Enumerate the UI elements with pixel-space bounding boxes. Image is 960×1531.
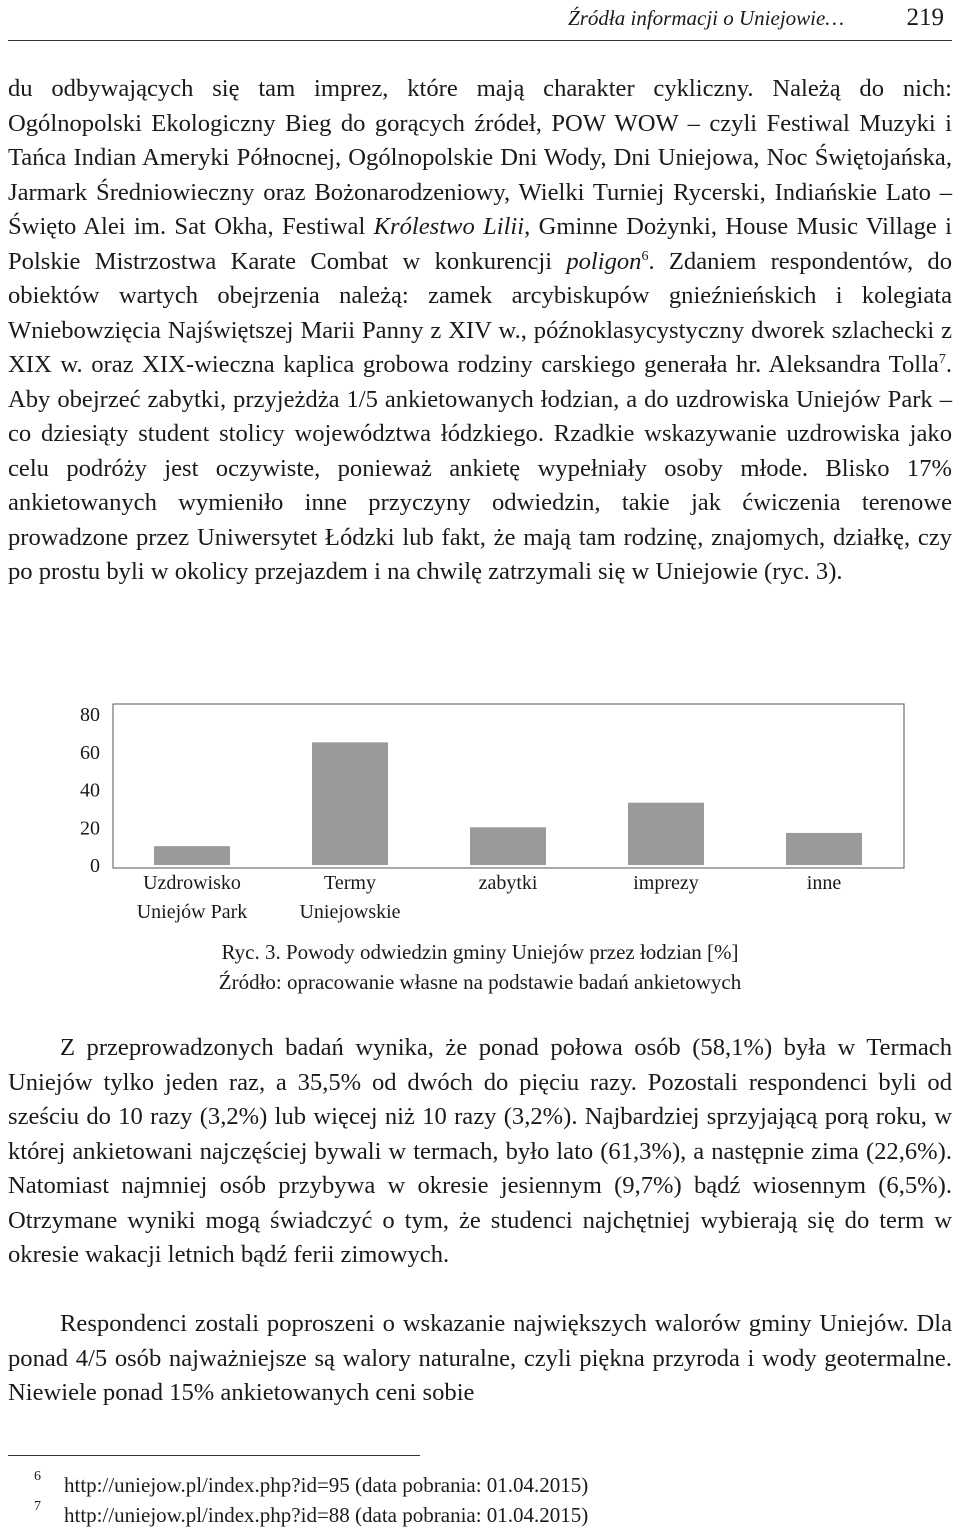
bar-5 — [786, 833, 862, 865]
body-paragraph-2 — [8, 1031, 952, 1273]
x-category-label: inne — [806, 872, 842, 894]
para-1-part-b: , Gminne Dożynki, House Music Village i Polskie Mistrzostwa Karate Combat w konkurencji — [8, 213, 952, 275]
footnote-6 — [36, 1471, 588, 1499]
y-tick-label: 40 — [80, 779, 100, 802]
figure-source: Źródło: opracowanie własne na podstawie badań ankietowych — [218, 970, 742, 994]
x-category-label: Uniejów Park — [136, 901, 248, 923]
bar-4 — [628, 803, 704, 865]
footnote-ref-7[interactable]: 7 — [938, 351, 946, 367]
para-1-part-d: . Aby obejrzeć zabytki, przyjeżdża 1/5 ankietowanych łodzian, a do uzdrowiska Uniejów Park – co dziesiąty student stolicy województwa łódzkiego. Rzadkie wskazywanie uzdrowiska jako celu podróży jest oczywiste, ponieważ ankietę wypełniały osoby młode. Blisko 17% ankietowanych wymieniło inne przyczyny odwiedzin, takie jak ćwiczenia terenowe prowadzone przez Uniwersytet Łódzki lub fakt, że mają tam rodzinę, znajomych, działkę, czy po prostu byli w okolicy przejazdem i na chwilę zatrzymali się w Uniejowie (ryc. 3). — [8, 351, 952, 585]
x-category-label: Uzdrowisko — [143, 872, 241, 894]
y-tick-label: 80 — [80, 704, 100, 726]
bar-2 — [312, 742, 388, 865]
body-paragraph-1 — [8, 72, 952, 590]
festival-name: Królestwo Lilii — [373, 213, 525, 240]
y-tick-label: 0 — [90, 855, 100, 877]
running-title: Źródła informacji o Uniejowie… — [568, 6, 844, 30]
footnote-7 — [36, 1501, 588, 1529]
bar-3 — [470, 827, 546, 865]
x-category-label: imprezy — [633, 872, 699, 894]
page-number: 219 — [906, 4, 944, 31]
x-category-label: Termy — [324, 872, 376, 894]
para-3-text: Respondenci zostali poproszeni o wskazanie największych walorów gminy Uniejów. Dla ponad 4/5 osób najważniejsze są walory naturalne, czyli piękna przyroda i wody geotermalne. Niewiele ponad 15% ankietowanych ceni sobie — [8, 1310, 952, 1406]
footnote-separator — [8, 1455, 420, 1456]
bar-1 — [154, 846, 230, 865]
para-1-part-a: du odbywających się tam imprez, które mają charakter cykliczny. Należą do nich: Ogólnopolski Ekologiczny Bieg do gorących źródeł, POW WOW – czyli Festiwal Muzyki i Tańca Indian Ameryki Północnej, Ogólnopolskie Dni Wody, Dni Uniejowa, Noc Świętojańska, Jarmark Średniowieczny oraz Bożonarodzeniowy, Wielki Turniej Rycerski, Indiańskie Lato – Święto Alei im. Sat Okha, Festiwal — [8, 75, 952, 240]
footnote-number: 6 — [34, 1469, 41, 1484]
footnote-ref-6[interactable]: 6 — [641, 248, 649, 264]
x-category-label: zabytki — [478, 872, 538, 894]
footnote-number: 7 — [34, 1499, 41, 1514]
y-tick-label: 20 — [80, 817, 100, 840]
figure-caption: Ryc. 3. Powody odwiedzin gminy Uniejów przez łodzian [%] — [221, 940, 739, 964]
x-category-label: Uniejowskie — [299, 901, 401, 923]
para-2-text: Z przeprowadzonych badań wynika, że ponad połowa osób (58,1%) była w Termach Uniejów tylko jeden raz, a 35,5% od dwóch do pięciu razy. Pozostali respondenci byli od sześciu do 10 razy (3,2%) lub więcej niż 10 razy (3,2%). Najbardziej sprzyjającą porą roku, w której ankietowani najczęściej bywali w termach, było lato (61,3%), a następnie zima (22,6%). Natomiast najmniej osób przybywa w okresie jesiennym (9,7%) bądź wiosennym (6,5%). Otrzymane wyniki mogą świadczyć o tym, że studenci najchętniej wybierają się do term w okresie wakacji letnich bądź ferii zimowych. — [8, 1034, 952, 1268]
competition-name: poligon — [566, 247, 642, 275]
y-tick-label: 60 — [80, 741, 100, 764]
bar-chart — [0, 696, 960, 931]
footnote-link[interactable]: http://uniejow.pl/index.php?id=88 (data pobrania: 01.04.2015) — [64, 1503, 589, 1527]
body-paragraph-3 — [8, 1307, 952, 1411]
para-1-part-c: . Zdaniem respondentów, do obiektów wartych obejrzenia należą: zamek arcybiskupów gnieźnieńskich i kolegiata Wniebowzięcia Najświętszej Marii Panny z XIV w., późnoklasycystyczny dworek szlachecki z XIX w. oraz XIX-wieczna kaplica grobowa rodziny carskiego generała hr. Aleksandra Tolla — [8, 247, 952, 378]
running-header — [8, 0, 952, 41]
footnote-link[interactable]: http://uniejow.pl/index.php?id=95 (data pobrania: 01.04.2015) — [64, 1473, 589, 1497]
